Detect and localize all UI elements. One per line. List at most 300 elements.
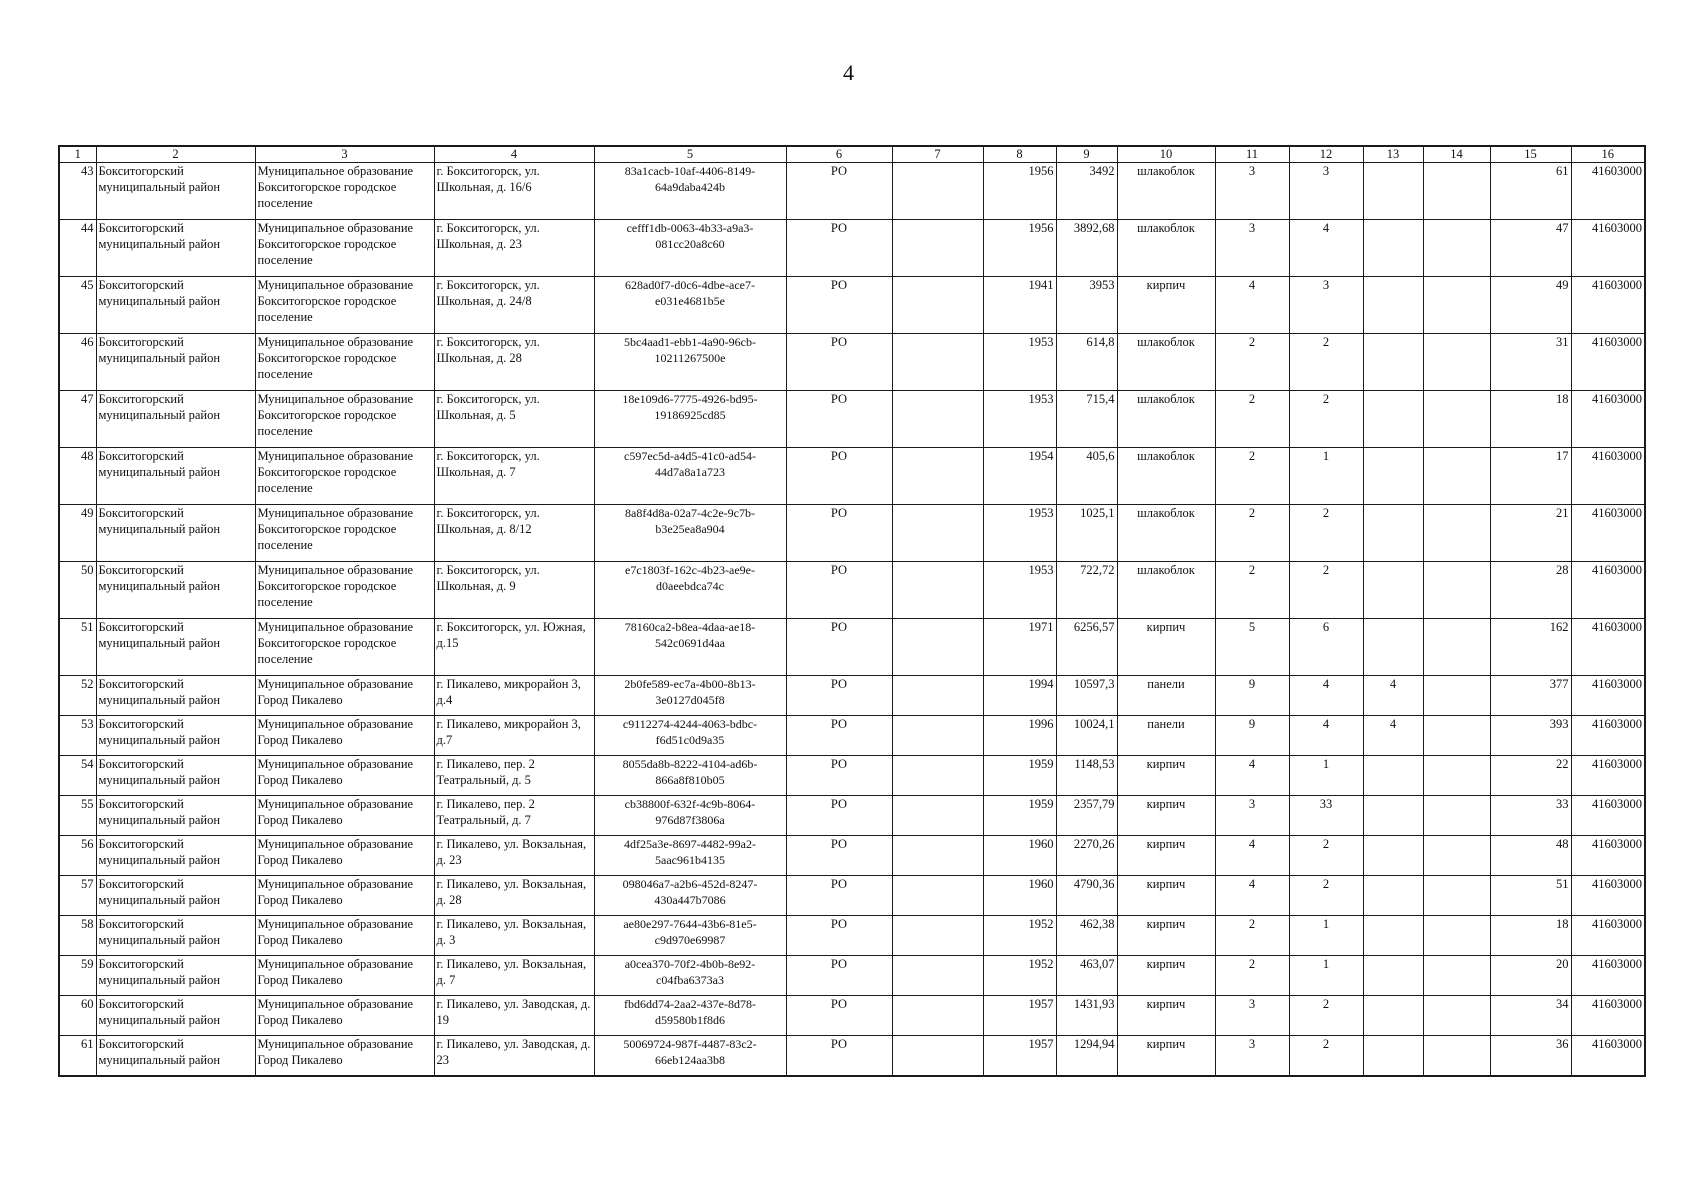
table-row bbox=[59, 1036, 1645, 1077]
cell-wall-material: кирпич bbox=[1117, 956, 1215, 996]
cell-entrances: 2 bbox=[1289, 505, 1363, 562]
cell-area: 3953 bbox=[1056, 277, 1117, 334]
cell-col-7 bbox=[892, 956, 983, 996]
cell-underground-floors bbox=[1363, 796, 1423, 836]
cell-floors: 3 bbox=[1215, 220, 1289, 277]
cell-municipality: Муниципальное образование Город Пикалево bbox=[255, 796, 434, 836]
cell-district: Бокситогорский муниципальный район bbox=[96, 277, 255, 334]
cell-residents: 18 bbox=[1490, 391, 1571, 448]
cell-row-number: 53 bbox=[59, 716, 96, 756]
cell-house-guid: 83a1cacb-10af-4406-8149-64a9daba424b bbox=[594, 163, 786, 220]
cell-municipality: Муниципальное образование Город Пикалево bbox=[255, 956, 434, 996]
cell-year-built: 1960 bbox=[983, 876, 1056, 916]
cell-underground-floors bbox=[1363, 996, 1423, 1036]
cell-col-7 bbox=[892, 163, 983, 220]
cell-row-number: 56 bbox=[59, 836, 96, 876]
cell-house-guid: c597ec5d-a4d5-41c0-ad54-44d7a8a1a723 bbox=[594, 448, 786, 505]
cell-area: 405,6 bbox=[1056, 448, 1117, 505]
cell-residents: 47 bbox=[1490, 220, 1571, 277]
cell-col-14 bbox=[1423, 277, 1490, 334]
cell-wall-material: панели bbox=[1117, 676, 1215, 716]
cell-district: Бокситогорский муниципальный район bbox=[96, 676, 255, 716]
cell-ownership: РО bbox=[786, 277, 892, 334]
cell-area: 10597,3 bbox=[1056, 676, 1117, 716]
column-header-6: 6 bbox=[786, 146, 892, 163]
cell-underground-floors bbox=[1363, 277, 1423, 334]
cell-municipality: Муниципальное образование Бокситогорское городское поселение bbox=[255, 448, 434, 505]
cell-col-14 bbox=[1423, 220, 1490, 277]
cell-underground-floors bbox=[1363, 505, 1423, 562]
cell-entrances: 4 bbox=[1289, 220, 1363, 277]
cell-col-7 bbox=[892, 996, 983, 1036]
cell-year-built: 1952 bbox=[983, 916, 1056, 956]
cell-oktmo: 41603000 bbox=[1571, 876, 1645, 916]
column-header-7: 7 bbox=[892, 146, 983, 163]
table-row bbox=[59, 277, 1645, 334]
cell-residents: 48 bbox=[1490, 836, 1571, 876]
cell-year-built: 1994 bbox=[983, 676, 1056, 716]
cell-area: 462,38 bbox=[1056, 916, 1117, 956]
column-header-16: 16 bbox=[1571, 146, 1645, 163]
table-row bbox=[59, 391, 1645, 448]
cell-wall-material: панели bbox=[1117, 716, 1215, 756]
cell-underground-floors bbox=[1363, 220, 1423, 277]
cell-ownership: РО bbox=[786, 391, 892, 448]
cell-wall-material: кирпич bbox=[1117, 996, 1215, 1036]
cell-district: Бокситогорский муниципальный район bbox=[96, 716, 255, 756]
cell-oktmo: 41603000 bbox=[1571, 676, 1645, 716]
cell-year-built: 1960 bbox=[983, 836, 1056, 876]
cell-col-14 bbox=[1423, 716, 1490, 756]
cell-col-14 bbox=[1423, 916, 1490, 956]
cell-year-built: 1953 bbox=[983, 505, 1056, 562]
cell-residents: 20 bbox=[1490, 956, 1571, 996]
cell-municipality: Муниципальное образование Бокситогорское городское поселение bbox=[255, 391, 434, 448]
cell-col-14 bbox=[1423, 796, 1490, 836]
cell-district: Бокситогорский муниципальный район bbox=[96, 996, 255, 1036]
table-row bbox=[59, 756, 1645, 796]
cell-oktmo: 41603000 bbox=[1571, 163, 1645, 220]
table-row bbox=[59, 996, 1645, 1036]
cell-col-7 bbox=[892, 916, 983, 956]
cell-address: г. Бокситогорск, ул. Школьная, д. 5 bbox=[434, 391, 594, 448]
column-header-12: 12 bbox=[1289, 146, 1363, 163]
cell-address: г. Пикалево, ул. Вокзальная, д. 23 bbox=[434, 836, 594, 876]
column-header-2: 2 bbox=[96, 146, 255, 163]
cell-floors: 2 bbox=[1215, 334, 1289, 391]
cell-municipality: Муниципальное образование Бокситогорское городское поселение bbox=[255, 163, 434, 220]
cell-oktmo: 41603000 bbox=[1571, 334, 1645, 391]
cell-row-number: 61 bbox=[59, 1036, 96, 1077]
cell-row-number: 54 bbox=[59, 756, 96, 796]
cell-row-number: 52 bbox=[59, 676, 96, 716]
cell-address: г. Пикалево, ул. Вокзальная, д. 28 bbox=[434, 876, 594, 916]
cell-oktmo: 41603000 bbox=[1571, 836, 1645, 876]
column-header-14: 14 bbox=[1423, 146, 1490, 163]
cell-col-14 bbox=[1423, 956, 1490, 996]
cell-floors: 5 bbox=[1215, 619, 1289, 676]
cell-row-number: 47 bbox=[59, 391, 96, 448]
cell-municipality: Муниципальное образование Бокситогорское городское поселение bbox=[255, 277, 434, 334]
cell-col-7 bbox=[892, 796, 983, 836]
cell-residents: 36 bbox=[1490, 1036, 1571, 1077]
cell-area: 1431,93 bbox=[1056, 996, 1117, 1036]
cell-residents: 31 bbox=[1490, 334, 1571, 391]
cell-col-14 bbox=[1423, 619, 1490, 676]
cell-row-number: 58 bbox=[59, 916, 96, 956]
cell-residents: 17 bbox=[1490, 448, 1571, 505]
table-row bbox=[59, 334, 1645, 391]
cell-floors: 3 bbox=[1215, 796, 1289, 836]
table-row bbox=[59, 562, 1645, 619]
cell-year-built: 1957 bbox=[983, 1036, 1056, 1077]
column-header-8: 8 bbox=[983, 146, 1056, 163]
cell-year-built: 1954 bbox=[983, 448, 1056, 505]
cell-ownership: РО bbox=[786, 756, 892, 796]
cell-wall-material: кирпич bbox=[1117, 277, 1215, 334]
cell-house-guid: 5bc4aad1-ebb1-4a90-96cb-10211267500e bbox=[594, 334, 786, 391]
cell-wall-material: кирпич bbox=[1117, 836, 1215, 876]
cell-district: Бокситогорский муниципальный район bbox=[96, 391, 255, 448]
cell-underground-floors bbox=[1363, 756, 1423, 796]
cell-entrances: 2 bbox=[1289, 876, 1363, 916]
cell-col-14 bbox=[1423, 876, 1490, 916]
cell-oktmo: 41603000 bbox=[1571, 916, 1645, 956]
cell-entrances: 2 bbox=[1289, 391, 1363, 448]
header-row bbox=[59, 146, 1645, 163]
cell-area: 2270,26 bbox=[1056, 836, 1117, 876]
cell-col-7 bbox=[892, 756, 983, 796]
cell-col-7 bbox=[892, 676, 983, 716]
cell-underground-floors bbox=[1363, 619, 1423, 676]
cell-wall-material: кирпич bbox=[1117, 1036, 1215, 1077]
table-row bbox=[59, 163, 1645, 220]
cell-col-14 bbox=[1423, 505, 1490, 562]
cell-year-built: 1952 bbox=[983, 956, 1056, 996]
column-header-4: 4 bbox=[434, 146, 594, 163]
cell-col-14 bbox=[1423, 334, 1490, 391]
cell-col-14 bbox=[1423, 391, 1490, 448]
cell-col-7 bbox=[892, 277, 983, 334]
cell-ownership: РО bbox=[786, 448, 892, 505]
cell-underground-floors bbox=[1363, 876, 1423, 916]
cell-year-built: 1996 bbox=[983, 716, 1056, 756]
cell-house-guid: e7c1803f-162c-4b23-ae9e-d0aeebdca74c bbox=[594, 562, 786, 619]
cell-oktmo: 41603000 bbox=[1571, 796, 1645, 836]
table-body bbox=[59, 163, 1645, 1077]
column-header-15: 15 bbox=[1490, 146, 1571, 163]
cell-house-guid: 18e109d6-7775-4926-bd95-19186925cd85 bbox=[594, 391, 786, 448]
cell-floors: 3 bbox=[1215, 1036, 1289, 1077]
cell-ownership: РО bbox=[786, 220, 892, 277]
cell-oktmo: 41603000 bbox=[1571, 277, 1645, 334]
housing-registry-table bbox=[58, 145, 1646, 1077]
table-row bbox=[59, 619, 1645, 676]
cell-house-guid: 4df25a3e-8697-4482-99a2-5aac961b4135 bbox=[594, 836, 786, 876]
cell-floors: 2 bbox=[1215, 391, 1289, 448]
cell-floors: 4 bbox=[1215, 277, 1289, 334]
cell-residents: 33 bbox=[1490, 796, 1571, 836]
cell-address: г. Бокситогорск, ул. Школьная, д. 9 bbox=[434, 562, 594, 619]
cell-district: Бокситогорский муниципальный район bbox=[96, 756, 255, 796]
cell-row-number: 59 bbox=[59, 956, 96, 996]
cell-year-built: 1941 bbox=[983, 277, 1056, 334]
cell-district: Бокситогорский муниципальный район bbox=[96, 619, 255, 676]
column-header-11: 11 bbox=[1215, 146, 1289, 163]
cell-house-guid: 628ad0f7-d0c6-4dbe-ace7-e031e4681b5e bbox=[594, 277, 786, 334]
cell-col-14 bbox=[1423, 996, 1490, 1036]
table-row bbox=[59, 916, 1645, 956]
cell-year-built: 1953 bbox=[983, 334, 1056, 391]
cell-entrances: 3 bbox=[1289, 163, 1363, 220]
column-header-5: 5 bbox=[594, 146, 786, 163]
cell-row-number: 57 bbox=[59, 876, 96, 916]
cell-entrances: 4 bbox=[1289, 716, 1363, 756]
cell-address: г. Пикалево, микрорайон 3, д.4 bbox=[434, 676, 594, 716]
cell-ownership: РО bbox=[786, 836, 892, 876]
cell-residents: 51 bbox=[1490, 876, 1571, 916]
cell-address: г. Пикалево, ул. Вокзальная, д. 7 bbox=[434, 956, 594, 996]
cell-row-number: 44 bbox=[59, 220, 96, 277]
cell-year-built: 1953 bbox=[983, 562, 1056, 619]
cell-wall-material: шлакоблок bbox=[1117, 220, 1215, 277]
cell-col-14 bbox=[1423, 448, 1490, 505]
cell-entrances: 3 bbox=[1289, 277, 1363, 334]
cell-residents: 28 bbox=[1490, 562, 1571, 619]
cell-municipality: Муниципальное образование Бокситогорское городское поселение bbox=[255, 619, 434, 676]
cell-col-7 bbox=[892, 619, 983, 676]
cell-entrances: 1 bbox=[1289, 448, 1363, 505]
cell-floors: 9 bbox=[1215, 676, 1289, 716]
cell-entrances: 2 bbox=[1289, 996, 1363, 1036]
cell-address: г. Пикалево, ул. Заводская, д. 19 bbox=[434, 996, 594, 1036]
column-header-13: 13 bbox=[1363, 146, 1423, 163]
cell-year-built: 1956 bbox=[983, 163, 1056, 220]
cell-address: г. Бокситогорск, ул. Школьная, д. 28 bbox=[434, 334, 594, 391]
cell-wall-material: шлакоблок bbox=[1117, 163, 1215, 220]
cell-municipality: Муниципальное образование Бокситогорское городское поселение bbox=[255, 334, 434, 391]
cell-area: 715,4 bbox=[1056, 391, 1117, 448]
cell-oktmo: 41603000 bbox=[1571, 996, 1645, 1036]
cell-address: г. Бокситогорск, ул. Школьная, д. 16/6 bbox=[434, 163, 594, 220]
cell-entrances: 2 bbox=[1289, 836, 1363, 876]
table-row bbox=[59, 796, 1645, 836]
cell-year-built: 1971 bbox=[983, 619, 1056, 676]
cell-address: г. Пикалево, ул. Вокзальная, д. 3 bbox=[434, 916, 594, 956]
cell-area: 463,07 bbox=[1056, 956, 1117, 996]
cell-entrances: 2 bbox=[1289, 1036, 1363, 1077]
cell-col-7 bbox=[892, 448, 983, 505]
cell-ownership: РО bbox=[786, 716, 892, 756]
cell-house-guid: 8a8f4d8a-02a7-4c2e-9c7b-b3e25ea8a904 bbox=[594, 505, 786, 562]
cell-oktmo: 41603000 bbox=[1571, 505, 1645, 562]
cell-area: 1025,1 bbox=[1056, 505, 1117, 562]
cell-area: 1294,94 bbox=[1056, 1036, 1117, 1077]
cell-municipality: Муниципальное образование Город Пикалево bbox=[255, 756, 434, 796]
cell-house-guid: 50069724-987f-4487-83c2-66eb124aa3b8 bbox=[594, 1036, 786, 1077]
cell-district: Бокситогорский муниципальный район bbox=[96, 163, 255, 220]
cell-house-guid: c9112274-4244-4063-bdbc-f6d51c0d9a35 bbox=[594, 716, 786, 756]
cell-area: 6256,57 bbox=[1056, 619, 1117, 676]
cell-col-7 bbox=[892, 505, 983, 562]
cell-district: Бокситогорский муниципальный район bbox=[96, 916, 255, 956]
cell-underground-floors bbox=[1363, 916, 1423, 956]
cell-wall-material: шлакоблок bbox=[1117, 562, 1215, 619]
cell-col-7 bbox=[892, 876, 983, 916]
cell-row-number: 48 bbox=[59, 448, 96, 505]
cell-district: Бокситогорский муниципальный район bbox=[96, 562, 255, 619]
cell-col-14 bbox=[1423, 562, 1490, 619]
cell-wall-material: шлакоблок bbox=[1117, 448, 1215, 505]
cell-wall-material: кирпич bbox=[1117, 619, 1215, 676]
cell-area: 10024,1 bbox=[1056, 716, 1117, 756]
cell-floors: 2 bbox=[1215, 562, 1289, 619]
column-header-1: 1 bbox=[59, 146, 96, 163]
cell-floors: 3 bbox=[1215, 163, 1289, 220]
cell-underground-floors bbox=[1363, 334, 1423, 391]
cell-address: г. Бокситогорск, ул. Южная, д.15 bbox=[434, 619, 594, 676]
cell-house-guid: 78160ca2-b8ea-4daa-ae18-542c0691d4aa bbox=[594, 619, 786, 676]
cell-floors: 2 bbox=[1215, 448, 1289, 505]
cell-municipality: Муниципальное образование Город Пикалево bbox=[255, 1036, 434, 1077]
cell-residents: 162 bbox=[1490, 619, 1571, 676]
table-header bbox=[59, 146, 1645, 163]
cell-oktmo: 41603000 bbox=[1571, 716, 1645, 756]
cell-address: г. Пикалево, пер. 2 Театральный, д. 7 bbox=[434, 796, 594, 836]
cell-area: 722,72 bbox=[1056, 562, 1117, 619]
cell-wall-material: шлакоблок bbox=[1117, 391, 1215, 448]
cell-wall-material: шлакоблок bbox=[1117, 505, 1215, 562]
cell-address: г. Бокситогорск, ул. Школьная, д. 24/8 bbox=[434, 277, 594, 334]
cell-row-number: 55 bbox=[59, 796, 96, 836]
cell-row-number: 49 bbox=[59, 505, 96, 562]
cell-municipality: Муниципальное образование Город Пикалево bbox=[255, 676, 434, 716]
cell-floors: 9 bbox=[1215, 716, 1289, 756]
cell-residents: 21 bbox=[1490, 505, 1571, 562]
cell-area: 4790,36 bbox=[1056, 876, 1117, 916]
cell-municipality: Муниципальное образование Бокситогорское городское поселение bbox=[255, 562, 434, 619]
cell-col-7 bbox=[892, 836, 983, 876]
cell-municipality: Муниципальное образование Город Пикалево bbox=[255, 876, 434, 916]
cell-ownership: РО bbox=[786, 1036, 892, 1077]
cell-floors: 4 bbox=[1215, 836, 1289, 876]
cell-underground-floors bbox=[1363, 163, 1423, 220]
cell-underground-floors bbox=[1363, 391, 1423, 448]
cell-row-number: 46 bbox=[59, 334, 96, 391]
cell-floors: 3 bbox=[1215, 996, 1289, 1036]
cell-col-7 bbox=[892, 391, 983, 448]
table-row bbox=[59, 676, 1645, 716]
cell-address: г. Бокситогорск, ул. Школьная, д. 23 bbox=[434, 220, 594, 277]
cell-house-guid: a0cea370-70f2-4b0b-8e92-c04fba6373a3 bbox=[594, 956, 786, 996]
cell-area: 3892,68 bbox=[1056, 220, 1117, 277]
cell-wall-material: шлакоблок bbox=[1117, 334, 1215, 391]
cell-ownership: РО bbox=[786, 676, 892, 716]
cell-underground-floors bbox=[1363, 956, 1423, 996]
cell-floors: 4 bbox=[1215, 876, 1289, 916]
cell-ownership: РО bbox=[786, 796, 892, 836]
cell-oktmo: 41603000 bbox=[1571, 756, 1645, 796]
cell-house-guid: cefff1db-0063-4b33-a9a3-081cc20a8c60 bbox=[594, 220, 786, 277]
cell-col-14 bbox=[1423, 163, 1490, 220]
cell-residents: 377 bbox=[1490, 676, 1571, 716]
table-row bbox=[59, 220, 1645, 277]
cell-oktmo: 41603000 bbox=[1571, 391, 1645, 448]
cell-entrances: 4 bbox=[1289, 676, 1363, 716]
cell-entrances: 6 bbox=[1289, 619, 1363, 676]
cell-address: г. Пикалево, микрорайон 3, д.7 bbox=[434, 716, 594, 756]
cell-ownership: РО bbox=[786, 916, 892, 956]
cell-residents: 61 bbox=[1490, 163, 1571, 220]
cell-wall-material: кирпич bbox=[1117, 876, 1215, 916]
cell-floors: 2 bbox=[1215, 916, 1289, 956]
cell-district: Бокситогорский муниципальный район bbox=[96, 505, 255, 562]
cell-row-number: 50 bbox=[59, 562, 96, 619]
cell-col-7 bbox=[892, 334, 983, 391]
cell-residents: 393 bbox=[1490, 716, 1571, 756]
cell-underground-floors: 4 bbox=[1363, 676, 1423, 716]
cell-district: Бокситогорский муниципальный район bbox=[96, 796, 255, 836]
cell-entrances: 2 bbox=[1289, 562, 1363, 619]
cell-wall-material: кирпич bbox=[1117, 916, 1215, 956]
cell-oktmo: 41603000 bbox=[1571, 956, 1645, 996]
cell-area: 1148,53 bbox=[1056, 756, 1117, 796]
cell-district: Бокситогорский муниципальный район bbox=[96, 448, 255, 505]
cell-oktmo: 41603000 bbox=[1571, 220, 1645, 277]
cell-area: 614,8 bbox=[1056, 334, 1117, 391]
cell-entrances: 33 bbox=[1289, 796, 1363, 836]
cell-residents: 22 bbox=[1490, 756, 1571, 796]
cell-oktmo: 41603000 bbox=[1571, 562, 1645, 619]
cell-col-7 bbox=[892, 220, 983, 277]
cell-district: Бокситогорский муниципальный район bbox=[96, 876, 255, 916]
table-row bbox=[59, 836, 1645, 876]
cell-row-number: 43 bbox=[59, 163, 96, 220]
cell-oktmo: 41603000 bbox=[1571, 619, 1645, 676]
cell-underground-floors bbox=[1363, 836, 1423, 876]
cell-entrances: 1 bbox=[1289, 916, 1363, 956]
cell-year-built: 1959 bbox=[983, 796, 1056, 836]
cell-underground-floors bbox=[1363, 1036, 1423, 1077]
cell-oktmo: 41603000 bbox=[1571, 1036, 1645, 1077]
cell-district: Бокситогорский муниципальный район bbox=[96, 1036, 255, 1077]
cell-row-number: 60 bbox=[59, 996, 96, 1036]
table-row bbox=[59, 505, 1645, 562]
table-row bbox=[59, 448, 1645, 505]
cell-residents: 49 bbox=[1490, 277, 1571, 334]
cell-district: Бокситогорский муниципальный район bbox=[96, 220, 255, 277]
cell-ownership: РО bbox=[786, 619, 892, 676]
cell-district: Бокситогорский муниципальный район bbox=[96, 956, 255, 996]
cell-floors: 4 bbox=[1215, 756, 1289, 796]
cell-underground-floors bbox=[1363, 448, 1423, 505]
cell-residents: 34 bbox=[1490, 996, 1571, 1036]
cell-wall-material: кирпич bbox=[1117, 756, 1215, 796]
cell-ownership: РО bbox=[786, 562, 892, 619]
cell-col-7 bbox=[892, 562, 983, 619]
cell-house-guid: cb38800f-632f-4c9b-8064-976d87f3806a bbox=[594, 796, 786, 836]
cell-municipality: Муниципальное образование Город Пикалево bbox=[255, 916, 434, 956]
cell-row-number: 45 bbox=[59, 277, 96, 334]
column-header-10: 10 bbox=[1117, 146, 1215, 163]
page-number: 4 bbox=[843, 60, 854, 85]
cell-house-guid: 2b0fe589-ec7a-4b00-8b13-3e0127d045f8 bbox=[594, 676, 786, 716]
cell-municipality: Муниципальное образование Город Пикалево bbox=[255, 996, 434, 1036]
table-row bbox=[59, 716, 1645, 756]
cell-year-built: 1956 bbox=[983, 220, 1056, 277]
cell-municipality: Муниципальное образование Бокситогорское городское поселение bbox=[255, 505, 434, 562]
table-row bbox=[59, 956, 1645, 996]
